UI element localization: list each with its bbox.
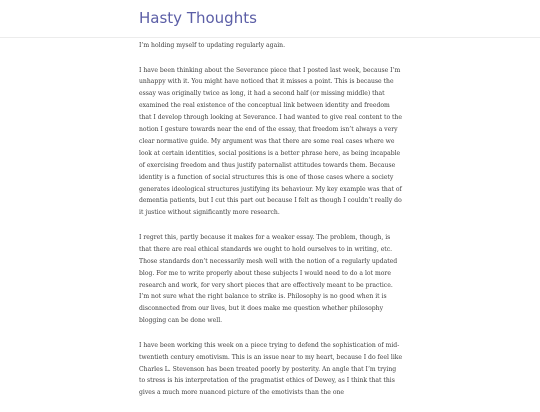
site-header: [0, 0, 540, 38]
site-title-link[interactable]: Hasty Thoughts: [139, 9, 257, 27]
post-paragraph: I’m holding myself to updating regularly again.: [139, 42, 286, 49]
post-paragraph: I have been working this week on a piece trying to defend the sophistication of mid-twentieth century emotivism. This is an issue near to my heart, because I do feel like Charles L. Stevenson has been treated poorly by posterity. An angle that I’m trying to stress is his interpretation of the pragmatist ethics of Dewey, as I think that this gives a much more nuanced picture of the emotivists than the one: [139, 341, 403, 397]
post-content: [139, 40, 404, 412]
post-paragraph: I regret this, partly because it makes for a weaker essay. The problem, though, is that there are real ethical standards we ought to hold ourselves to in writing, etc. Those standards don’t necessarily mesh well with the notion of a regularly updated blog. For me to write properly about these subjects I would need to do a lot more research and work, for very short pieces that are effectively meant to be practice. I’m not sure what the right balance to strike is. Philosophy is no good when it is disconnected from our lives, but it does make me question whether philosophy blogging can be done well.: [139, 233, 398, 325]
post-paragraph: I have been thinking about the Severance piece that I posted last week, because I’m unhappy with it. You might have noticed that it misses a point. This is because the essay was originally twice as long, it had a second half (or missing middle) that examined the real existence of the conceptual link between identity and freedom that I develop through looking at Severance. I had wanted to give real content to the notion I gesture towards near the end of the essay, that freedom isn’t always a very clear normative guide. My argument was that there are some real cases where we look at certain identities, social positions is a better phrase here, as being incapable of exercising freedom and thus justify paternalist attitudes towards them. Because identity is a function of social structures this is one of those cases where a society generates ideological structures justifying its behaviour. My key example was that of dementia patients, but I cut this part out because I felt as though I couldn’t really do it justice without significantly more research.: [139, 66, 403, 217]
